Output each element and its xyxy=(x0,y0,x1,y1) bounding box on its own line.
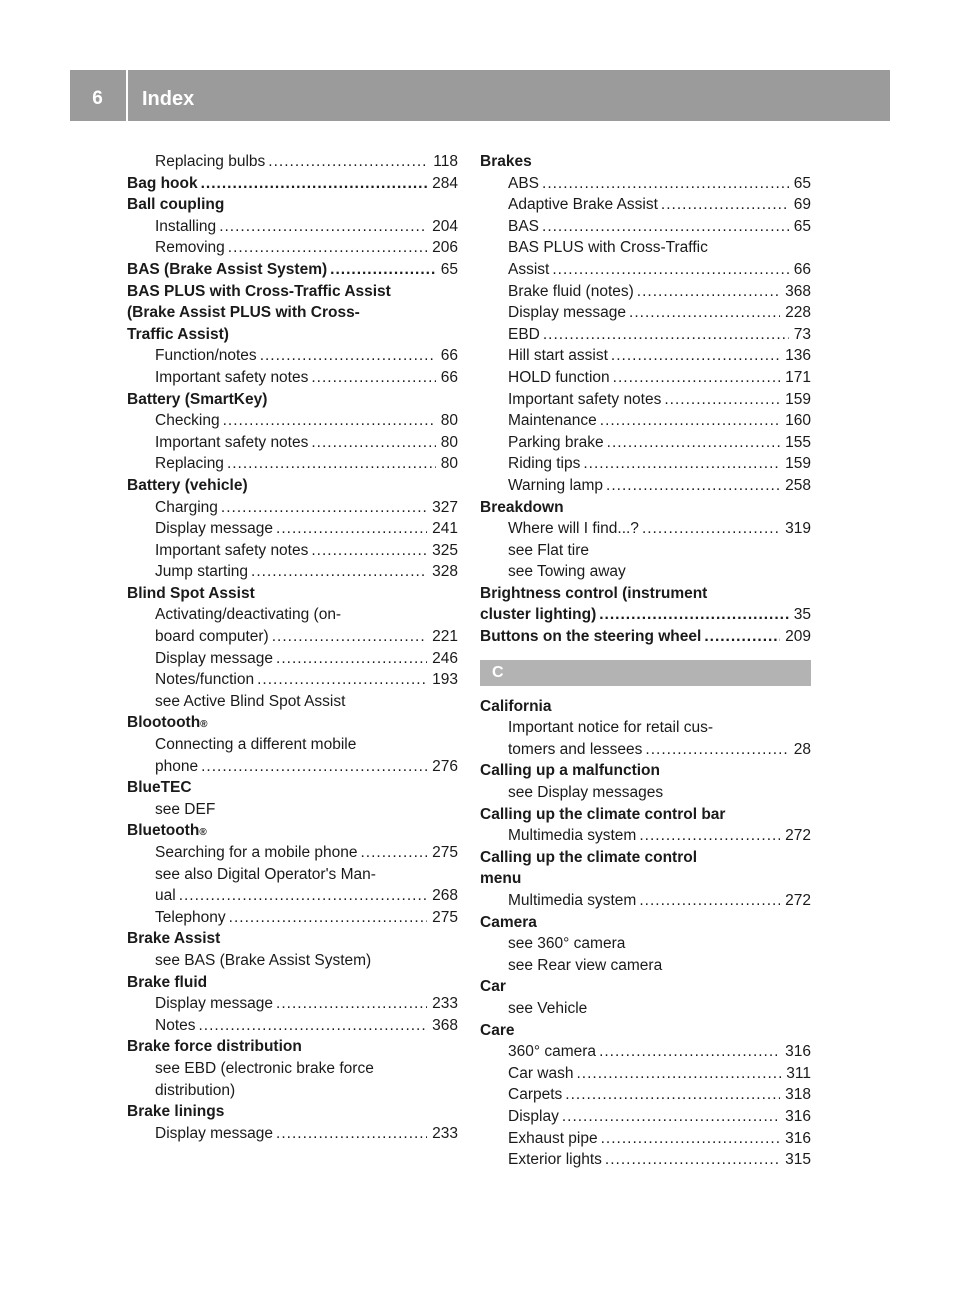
dot-leader xyxy=(268,151,428,173)
entry-text: Calling up the climate control xyxy=(480,848,698,866)
entry-text: Assist xyxy=(508,260,550,278)
index-entry xyxy=(480,604,811,626)
page-reference: 209 xyxy=(785,628,811,646)
page-reference: 319 xyxy=(785,520,811,538)
dot-leader xyxy=(228,237,427,259)
entry-text: Care xyxy=(480,1021,515,1039)
entry-text: Parking brake xyxy=(508,433,604,451)
page-reference: 160 xyxy=(785,412,811,430)
dot-leader xyxy=(583,453,780,475)
page-reference: 221 xyxy=(432,628,458,646)
page-reference: 193 xyxy=(432,671,458,689)
entry-text: EBD xyxy=(508,325,540,343)
index-column-left xyxy=(127,151,458,1144)
index-list-c-group xyxy=(480,696,811,1171)
page-reference: 272 xyxy=(785,827,811,845)
index-subentry xyxy=(127,691,458,713)
index-subentry xyxy=(480,518,811,540)
page-reference: 276 xyxy=(432,757,458,775)
index-subentry xyxy=(127,518,458,540)
entry-text: see Vehicle xyxy=(508,999,588,1017)
index-column-right xyxy=(480,151,811,1171)
index-entry xyxy=(480,1020,811,1042)
index-subentry xyxy=(480,259,811,281)
index-entry xyxy=(127,972,458,994)
entry-text: Brake Assist xyxy=(127,930,221,948)
index-entry xyxy=(480,497,811,519)
index-entry xyxy=(480,847,811,869)
entry-text: Jump starting xyxy=(155,563,249,581)
page-reference: 228 xyxy=(785,304,811,322)
dot-leader xyxy=(576,1063,781,1085)
entry-text: see also Digital Operator's Man- xyxy=(155,865,376,883)
entry-text: Display message xyxy=(155,995,274,1013)
index-subentry xyxy=(127,1015,458,1037)
page-reference: 206 xyxy=(432,239,458,257)
index-subentry xyxy=(127,453,458,475)
dot-leader xyxy=(661,194,789,216)
index-entry xyxy=(480,151,811,173)
page-title: Index xyxy=(142,88,195,110)
dot-leader xyxy=(257,669,427,691)
index-subentry xyxy=(480,739,811,761)
index-subentry xyxy=(480,345,811,367)
page-reference: 35 xyxy=(793,606,811,624)
entry-text: Replacing bulbs xyxy=(155,153,266,170)
entry-text: Bluetooth xyxy=(127,822,200,840)
page-reference: 66 xyxy=(440,347,458,365)
entry-text: see Rear view camera xyxy=(508,956,663,974)
dot-leader xyxy=(311,540,427,562)
entry-text: board computer) xyxy=(155,628,269,646)
entry-text: Connecting a different mobile xyxy=(155,736,357,754)
entry-text: Searching for a mobile phone xyxy=(155,844,358,861)
entry-text: Traffic Assist) xyxy=(127,325,229,343)
page-reference: 73 xyxy=(793,325,811,343)
index-entry: Blootooth ® xyxy=(127,712,458,734)
dot-leader xyxy=(361,842,428,864)
page-reference: 368 xyxy=(785,282,811,300)
entry-text: BAS PLUS with Cross-Traffic Assist xyxy=(127,282,391,300)
dot-leader xyxy=(605,1149,780,1171)
entry-text: distribution) xyxy=(155,1081,236,1099)
dot-leader xyxy=(223,410,436,432)
index-subentry xyxy=(480,281,811,303)
page-reference: 246 xyxy=(432,649,458,667)
entry-text: Brake fluid (notes) xyxy=(508,282,634,300)
entry-text: Multimedia system xyxy=(508,827,637,845)
entry-text: Calling up a malfunction xyxy=(480,762,660,780)
index-subentry xyxy=(480,324,811,346)
page-reference: 204 xyxy=(432,217,458,235)
dot-leader xyxy=(311,432,435,454)
index-subentry xyxy=(480,782,811,804)
page-reference: 65 xyxy=(440,260,458,278)
entry-text: Display message xyxy=(155,649,274,667)
entry-text: Display message xyxy=(155,520,274,538)
page-header xyxy=(70,70,890,121)
page-reference: 241 xyxy=(432,520,458,538)
dot-leader xyxy=(272,626,427,648)
page-reference: 275 xyxy=(432,844,458,861)
index-subentry xyxy=(480,367,811,389)
entry-text: Display xyxy=(508,1107,559,1125)
index-subentry xyxy=(480,410,811,432)
dot-leader xyxy=(276,648,427,670)
index-subentry xyxy=(127,993,458,1015)
index-subentry xyxy=(127,410,458,432)
page-reference: 136 xyxy=(785,347,811,365)
entry-text: ual xyxy=(155,887,176,905)
dot-leader xyxy=(645,739,788,761)
index-subentry xyxy=(480,1106,811,1128)
entry-text: Calling up the climate control bar xyxy=(480,805,726,823)
index-subentry xyxy=(127,1123,458,1145)
index-subentry xyxy=(127,648,458,670)
entry-text: Car xyxy=(480,978,506,996)
entry-text: Brightness control (instrument xyxy=(480,584,708,602)
entry-text: Notes/function xyxy=(155,671,255,689)
dot-leader xyxy=(542,173,789,195)
dot-leader xyxy=(542,216,789,238)
entry-text: Exhaust pipe xyxy=(508,1129,598,1147)
page-reference: 275 xyxy=(432,908,458,926)
entry-text: see Active Blind Spot Assist xyxy=(155,692,346,710)
entry-text: Checking xyxy=(155,412,220,430)
entry-text: tomers and lessees xyxy=(508,740,643,758)
page-reference: 328 xyxy=(432,563,458,581)
page-reference: 66 xyxy=(793,260,811,278)
index-subentry xyxy=(480,432,811,454)
entry-text: phone xyxy=(155,757,199,775)
entry-text: Carpets xyxy=(508,1086,563,1104)
page-reference: 80 xyxy=(440,412,458,430)
page-reference: 28 xyxy=(793,740,811,758)
index-entry xyxy=(127,389,458,411)
entry-text: Where will I find...? xyxy=(508,520,639,538)
page-reference: 327 xyxy=(432,498,458,516)
page-reference: 272 xyxy=(785,892,811,909)
page-reference: 316 xyxy=(785,1107,811,1125)
dot-leader xyxy=(229,907,427,929)
entry-text: Buttons on the steering wheel xyxy=(480,628,702,646)
index-subentry xyxy=(480,890,811,912)
dot-leader xyxy=(599,604,789,626)
entry-text: see Display messages xyxy=(508,784,664,802)
page-reference: 284 xyxy=(432,174,458,192)
page-reference: 316 xyxy=(785,1129,811,1147)
index-subentry xyxy=(127,216,458,238)
entry-text: cluster lighting) xyxy=(480,606,597,624)
index-subentry xyxy=(480,194,811,216)
entry-text: Removing xyxy=(155,239,225,257)
dot-leader xyxy=(276,993,427,1015)
page-reference: 258 xyxy=(785,476,811,494)
index-subentry xyxy=(127,950,458,972)
entry-text: Camera xyxy=(480,913,537,931)
index-entry: Bluetooth ® xyxy=(127,820,458,842)
page-reference: 159 xyxy=(785,455,811,473)
entry-text: BAS PLUS with Cross-Traffic xyxy=(508,239,708,257)
entry-text: see 360° camera xyxy=(508,935,626,953)
entry-text: Blind Spot Assist xyxy=(127,584,255,602)
index-entry xyxy=(127,1101,458,1123)
dot-leader xyxy=(637,281,780,303)
dot-leader xyxy=(606,475,780,497)
entry-text: see EBD (electronic brake force xyxy=(155,1059,374,1077)
entry-text: Important safety notes xyxy=(155,368,309,386)
index-subentry xyxy=(480,825,811,847)
entry-text: Installing xyxy=(155,217,217,235)
index-entry xyxy=(480,626,811,648)
index-subentry xyxy=(127,842,458,864)
index-subentry xyxy=(480,1128,811,1150)
index-subentry xyxy=(480,717,811,739)
page-reference: 316 xyxy=(785,1043,811,1061)
dot-leader xyxy=(629,302,780,324)
index-subentry xyxy=(127,907,458,929)
dot-leader xyxy=(600,410,780,432)
index-entry xyxy=(127,777,458,799)
page-reference: 233 xyxy=(432,995,458,1013)
entry-text: Battery (vehicle) xyxy=(127,476,248,494)
dot-leader xyxy=(219,216,427,238)
entry-text: Replacing xyxy=(155,455,224,473)
entry-text: BAS xyxy=(508,217,540,235)
index-entry xyxy=(127,1036,458,1058)
index-subentry xyxy=(480,237,811,259)
dot-leader xyxy=(664,389,780,411)
entry-text: BlueTEC xyxy=(127,779,192,797)
entry-text: Maintenance xyxy=(508,412,597,430)
entry-text: Brake linings xyxy=(127,1103,225,1121)
dot-leader xyxy=(199,1015,428,1037)
dot-leader xyxy=(251,561,427,583)
entry-text: Important notice for retail cus- xyxy=(508,719,714,737)
index-subentry xyxy=(127,345,458,367)
index-entry xyxy=(127,324,458,346)
dot-leader xyxy=(552,259,788,281)
index-entry xyxy=(480,583,811,605)
index-subentry xyxy=(480,1063,811,1085)
index-subentry xyxy=(127,432,458,454)
dot-leader xyxy=(613,367,780,389)
dot-leader xyxy=(607,432,780,454)
index-subentry xyxy=(480,216,811,238)
entry-text: Brake force distribution xyxy=(127,1038,302,1056)
page-reference: 368 xyxy=(432,1016,458,1034)
index-subentry xyxy=(127,885,458,907)
index-subentry xyxy=(127,497,458,519)
page-reference: 155 xyxy=(785,433,811,451)
index-subentry xyxy=(480,561,811,583)
dot-leader xyxy=(179,885,427,907)
index-subentry xyxy=(480,302,811,324)
page-reference: 318 xyxy=(785,1086,811,1104)
entry-text: see Flat tire xyxy=(508,541,589,559)
entry-text: Important safety notes xyxy=(508,390,662,408)
page-reference: 80 xyxy=(440,433,458,451)
dot-leader xyxy=(639,890,780,912)
index-entry xyxy=(480,912,811,934)
dot-leader xyxy=(221,497,427,519)
index-subentry xyxy=(127,367,458,389)
entry-text: HOLD function xyxy=(508,368,610,386)
index-subentry xyxy=(480,540,811,562)
index-subentry xyxy=(480,1041,811,1063)
index-subentry xyxy=(127,540,458,562)
entry-text: see Towing away xyxy=(508,563,626,581)
dot-leader xyxy=(611,345,780,367)
entry-text: see BAS (Brake Assist System) xyxy=(155,951,372,969)
dot-leader xyxy=(276,518,427,540)
dot-leader xyxy=(639,825,780,847)
entry-text: California xyxy=(480,697,552,715)
dot-leader xyxy=(201,173,428,195)
entry-text: Activating/deactivating (on- xyxy=(155,606,342,624)
index-subentry xyxy=(480,453,811,475)
header-divider xyxy=(126,70,128,121)
entry-text: Brakes xyxy=(480,153,532,170)
entry-text: (Brake Assist PLUS with Cross- xyxy=(127,304,360,322)
entry-text: Display message xyxy=(508,304,627,322)
dot-leader xyxy=(543,324,789,346)
page-reference: 171 xyxy=(785,368,811,386)
entry-text: Blootooth xyxy=(127,714,201,732)
index-entry xyxy=(127,928,458,950)
index-entry xyxy=(480,868,811,890)
dot-leader xyxy=(562,1106,780,1128)
index-subentry xyxy=(127,561,458,583)
index-subentry xyxy=(127,604,458,626)
index-entry xyxy=(480,696,811,718)
index-subentry xyxy=(127,669,458,691)
dot-leader xyxy=(330,259,436,281)
dot-leader xyxy=(704,626,780,648)
entry-text: Display message xyxy=(155,1124,274,1142)
entry-text: Warning lamp xyxy=(508,476,604,494)
page-reference: 80 xyxy=(440,455,458,473)
index-subentry xyxy=(127,1058,458,1080)
dot-leader xyxy=(565,1084,780,1106)
entry-text: Telephony xyxy=(155,908,226,926)
section-header-c: C xyxy=(480,660,811,686)
page-reference: 66 xyxy=(440,368,458,386)
index-subentry xyxy=(480,389,811,411)
dot-leader xyxy=(642,518,780,540)
entry-text: menu xyxy=(480,870,522,888)
entry-text: Function/notes xyxy=(155,347,257,365)
entry-text: Charging xyxy=(155,498,218,516)
index-subentry xyxy=(127,237,458,259)
entry-text: Adaptive Brake Assist xyxy=(508,196,658,214)
index-entry xyxy=(127,281,458,303)
dot-leader xyxy=(201,756,427,778)
index-entry xyxy=(480,804,811,826)
page-reference: 65 xyxy=(793,217,811,235)
index-subentry xyxy=(480,998,811,1020)
index-entry xyxy=(480,760,811,782)
dot-leader xyxy=(599,1041,780,1063)
entry-text: Brake fluid xyxy=(127,973,208,991)
page-reference: 268 xyxy=(432,887,458,905)
index-entry xyxy=(127,475,458,497)
entry-text: Exterior lights xyxy=(508,1151,602,1169)
page-reference: 159 xyxy=(785,390,811,408)
index-subentry xyxy=(480,1084,811,1106)
index-entry xyxy=(480,976,811,998)
dot-leader xyxy=(227,453,436,475)
index-subentry xyxy=(127,1080,458,1102)
dot-leader xyxy=(276,1123,427,1145)
entry-text: Ball coupling xyxy=(127,196,225,214)
index-subentry xyxy=(480,475,811,497)
dot-leader xyxy=(260,345,436,367)
index-subentry xyxy=(127,864,458,886)
index-list-brakes-group xyxy=(480,151,811,648)
entry-text: Car wash xyxy=(508,1064,574,1082)
page-number: 6 xyxy=(92,88,103,109)
index-entry xyxy=(127,302,458,324)
page-reference: 325 xyxy=(432,541,458,559)
entry-text: 360° camera xyxy=(508,1043,597,1061)
entry-text: Breakdown xyxy=(480,498,564,516)
index-entry xyxy=(127,173,458,195)
page-reference: 233 xyxy=(432,1124,458,1142)
page-reference: 315 xyxy=(785,1151,811,1169)
entry-text: Battery (SmartKey) xyxy=(127,390,268,408)
entry-text: ABS xyxy=(508,174,540,192)
index-entry xyxy=(127,259,458,281)
page-reference: 311 xyxy=(786,1064,811,1082)
index-entry xyxy=(127,194,458,216)
page-reference: 69 xyxy=(793,196,811,214)
dot-leader xyxy=(311,367,435,389)
entry-text: Important safety notes xyxy=(155,433,309,451)
entry-text: Multimedia system xyxy=(508,892,637,909)
index-subentry xyxy=(127,151,458,173)
index-subentry xyxy=(480,173,811,195)
index-subentry xyxy=(127,756,458,778)
dot-leader xyxy=(601,1128,781,1150)
entry-text: Riding tips xyxy=(508,455,581,473)
entry-text: see DEF xyxy=(155,800,216,818)
page-reference: 65 xyxy=(793,174,811,192)
index-subentry xyxy=(127,626,458,648)
entry-text: BAS (Brake Assist System) xyxy=(127,260,328,278)
index-subentry xyxy=(480,955,811,977)
entry-text: Important safety notes xyxy=(155,541,309,559)
index-entry xyxy=(127,583,458,605)
page-reference: 118 xyxy=(433,153,458,170)
index-subentry xyxy=(480,933,811,955)
entry-text: Hill start assist xyxy=(508,347,608,365)
entry-text: Bag hook xyxy=(127,174,198,192)
index-subentry xyxy=(127,734,458,756)
entry-text: Notes xyxy=(155,1016,196,1034)
index-subentry xyxy=(480,1149,811,1171)
index-subentry xyxy=(127,799,458,821)
